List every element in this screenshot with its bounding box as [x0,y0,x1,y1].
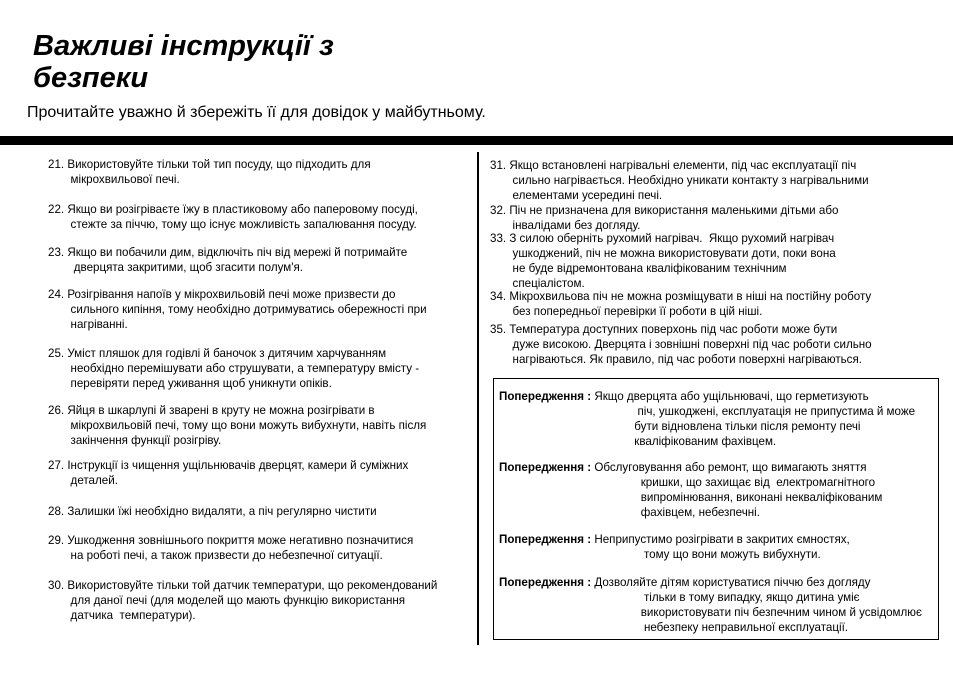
warning-1 [499,389,915,449]
safety-item-32: 32. Піч не призначена для використання маленькими дітьми або інвалідами без догляду. [490,204,839,232]
warning-3 [499,532,850,562]
warnings-box [493,378,939,640]
page-title: Важливі інструкції з безпеки [33,30,334,94]
warning-text: Дозволяйте дітям користуватися піччю без догляду тільки в тому випадку, якщо дитина уміє використовувати піч безпечним чином й усвідомлює небезпеку неправильної експлуатації. [594,576,922,634]
warning-2 [499,460,882,520]
warning-text: Неприпустимо розігрівати в закритих ємностях, тому що вони можуть вибухнути. [594,533,850,561]
warning-label: Попередження : [499,461,592,474]
safety-item-31: 31. Якщо встановлені нагрівальні елементи, під час експлуатації піч сильно нагрівається. Необхідно уникати контакту з нагрівальними елементами усередині печі. [490,159,869,202]
safety-item-22: 22. Якщо ви розігріваєте їжу в пластиковому або паперовому посуді, стежте за піччю, тому що існує можливість запалювання посуду. [48,203,418,231]
safety-item-30: 30. Використовуйте тільки той датчик температури, що рекомендований для даної печі (для моделей що мають функцію використання датчика температури). [48,579,438,622]
safety-item-27: 27. Інструкції із чищення ущільнювачів дверцят, камери й суміжних деталей. [48,459,409,487]
page-subtitle: Прочитайте уважно й збережіть її для довідок у майбутньому. [27,104,486,121]
safety-item-29: 29. Ушкодження зовнішнього покриття може негативно позначитися на роботі печі, а також призвести до небезпечної ситуації. [48,534,414,562]
safety-item-26: 26. Яйця в шкарлупі й зварені в круту не можна розігрівати в мікрохвильовій печі, тому що вони можуть вибухнути, навіть після закінчення функції розігріву. [48,404,427,447]
warning-label: Попередження : [499,390,592,403]
warning-text: Обслуговування або ремонт, що вимагають зняття кришки, що захищає від електромагнітного випромінювання, виконані некваліфікованим фахівцем, небезпечні. [594,461,883,519]
column-divider [477,152,479,645]
warning-text: Якщо дверцята або ущільнювачі, що герметизують піч, ушкоджені, експлуатація не припустима й може бути відновлена тільки після ремонту печі кваліфікованим фахівцем. [594,390,916,448]
safety-item-21: 21. Використовуйте тільки той тип посуду, що підходить для мікрохвильової печі. [48,158,371,186]
safety-item-34: 34. Мікрохвильова піч не можна розміщувати в ніші на постійну роботу без попередньої перевірки її роботи в цій ніші. [490,290,872,318]
safety-item-25: 25. Уміст пляшок для годівлі й баночок з дитячим харчуванням необхідно перемішувати або струшувати, а температуру вмісту - перевіряти перед уживання щоб уникнути опіків. [48,347,420,390]
warning-4 [499,575,922,635]
safety-item-33: 33. З силою оберніть рухомий нагрівач. Якщо рухомий нагрівач ушкоджений, піч не можна використовувати доти, поки вона не буде відремонтована кваліфікованим технічним спеціалістом. [490,232,836,290]
warning-label: Попередження : [499,576,592,589]
header-rule [0,136,953,145]
safety-item-28: 28. Залишки їжі необхідно видаляти, а піч регулярно чистити [48,505,377,518]
safety-item-35: 35. Температура доступних поверхонь під час роботи може бути дуже високою. Дверцята і зовнішні поверхні під час роботи сильно нагріваються. Як правило, під час роботи поверхні нагріваються. [490,323,872,366]
safety-item-23: 23. Якщо ви побачили дим, відключіть піч від мережі й потримайте дверцята закритими, щоб згасити полум'я. [48,246,408,274]
safety-item-24: 24. Розігрівання напоїв у мікрохвильовій печі може призвести до сильного кипіння, тому необхідно дотримуватись обережності при нагріванні. [48,288,427,331]
warning-label: Попередження : [499,533,592,546]
